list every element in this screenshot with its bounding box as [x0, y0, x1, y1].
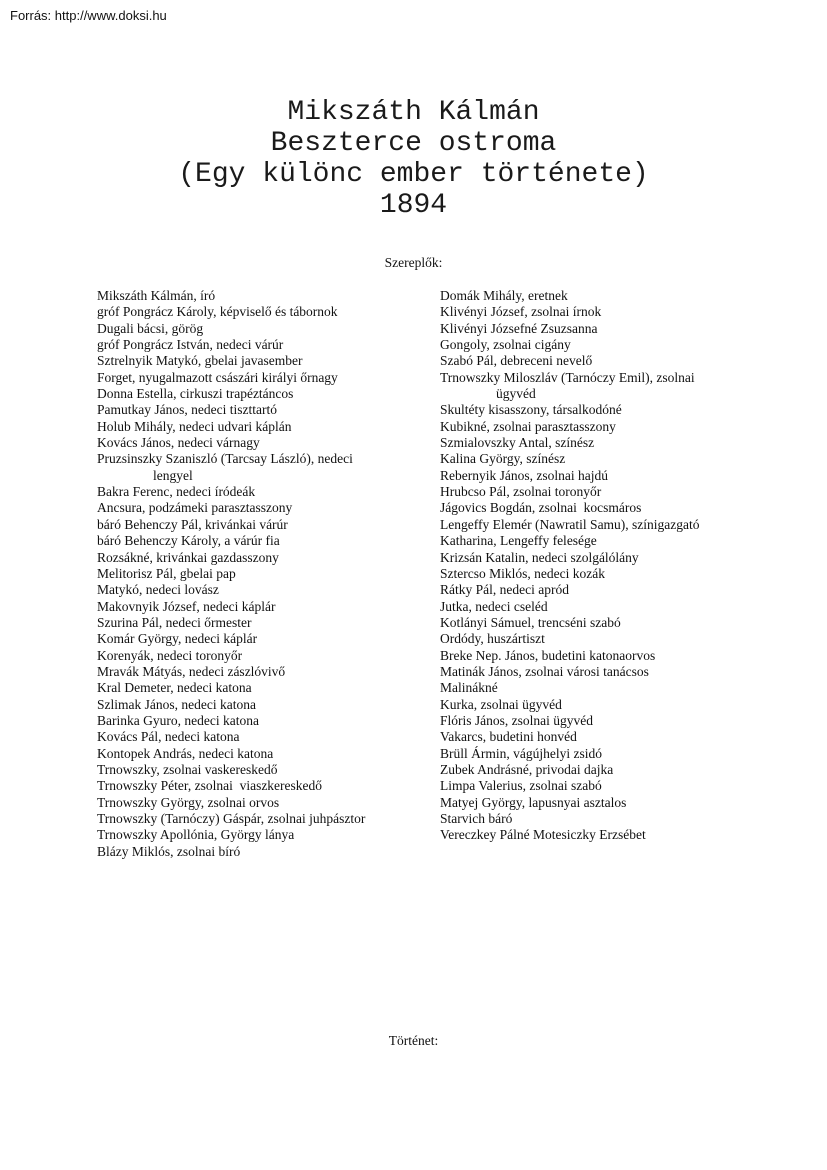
- character-line: ügyvéd: [496, 386, 536, 402]
- character-line: Kovács Pál, nedeci katona: [97, 729, 240, 745]
- character-line: Kurka, zsolnai ügyvéd: [440, 696, 562, 712]
- character-line: Bakra Ferenc, nedeci íródeák: [97, 484, 256, 500]
- character-line: Rozsákné, krivánkai gazdasszony: [97, 549, 279, 565]
- character-line: Sztrelnyik Matykó, gbelai javasember: [97, 353, 303, 369]
- title-line: 1894: [379, 190, 448, 221]
- character-line: Makovnyik József, nedeci káplár: [97, 598, 276, 614]
- character-line: Matyej György, lapusnyai asztalos: [440, 794, 627, 810]
- character-line: Matinák János, zsolnai városi tanácsos: [440, 663, 649, 679]
- character-line: Sztercso Miklós, nedeci kozák: [440, 565, 605, 581]
- character-line: Domák Mihály, eretnek: [440, 288, 568, 303]
- character-line: Trnowszky Miloszláv (Tarnóczy Emil), zsolnai: [440, 369, 695, 385]
- character-line: Krizsán Katalin, nedeci szolgálólány: [440, 549, 639, 565]
- character-line: báró Behenczy Károly, a várúr fia: [97, 533, 280, 549]
- character-line: báró Behenczy Pál, krivánkai várúr: [97, 516, 288, 532]
- character-line: Hrubcso Pál, zsolnai toronyőr: [440, 484, 602, 500]
- title-line: Mikszáth Kálmán: [287, 97, 540, 128]
- character-line: Ordódy, huszártiszt: [440, 631, 545, 647]
- character-line: Trnowszky György, zsolnai orvos: [97, 794, 280, 810]
- character-line: Barinka Gyuro, nedeci katona: [97, 712, 259, 728]
- title-line: (Egy különc ember története): [178, 159, 649, 190]
- character-line: Trnowszky, zsolnai vaskereskedő: [97, 761, 278, 777]
- title-line: Beszterce ostroma: [270, 128, 557, 159]
- character-line: Ancsura, podzámeki parasztasszony: [97, 500, 293, 516]
- character-line: Zubek Andrásné, privodai dajka: [440, 761, 614, 777]
- character-line: Donna Estella, cirkuszi trapéztáncos: [97, 386, 294, 402]
- character-line: Pamutkay János, nedeci tiszttartó: [97, 402, 277, 418]
- character-line: Breke Nep. János, budetini katonaorvos: [440, 647, 656, 663]
- character-line: Blázy Miklós, zsolnai bíró: [97, 843, 241, 859]
- characters-left-column: [97, 288, 437, 860]
- character-line: Trnowszky Péter, zsolnai viaszkereskedő: [97, 778, 323, 794]
- character-line: Komár György, nedeci káplár: [97, 631, 258, 647]
- character-line: Vakarcs, budetini honvéd: [440, 729, 577, 745]
- character-line: Kotlányi Sámuel, trencséni szabó: [440, 614, 621, 630]
- character-line: Szurina Pál, nedeci őrmester: [97, 614, 252, 630]
- character-line: Kubikné, zsolnai parasztasszony: [440, 418, 616, 434]
- character-line: Starvich báró: [440, 811, 513, 826]
- character-line: Lengeffy Elemér (Nawratil Samu), színigazgató: [440, 516, 700, 532]
- character-line: Jágovics Bogdán, zsolnai kocsmáros: [440, 500, 642, 516]
- character-line: Kral Demeter, nedeci katona: [97, 680, 252, 696]
- characters-right-column: [440, 288, 800, 844]
- character-line: Dugali bácsi, görög: [97, 320, 204, 336]
- character-line: Szabó Pál, debreceni nevelő: [440, 353, 593, 369]
- character-line: Klivényi Józsefné Zsuzsanna: [440, 320, 598, 336]
- character-line: Mikszáth Kálmán, író: [97, 288, 216, 303]
- character-line: Limpa Valerius, zsolnai szabó: [440, 778, 602, 794]
- character-line: gróf Pongrácz Károly, képviselő és tábornok: [97, 304, 338, 320]
- character-line: Jutka, nedeci cseléd: [440, 598, 548, 614]
- character-line: Holub Mihály, nedeci udvari káplán: [97, 418, 292, 434]
- character-line: Trnowszky Apollónia, György lánya: [97, 827, 295, 843]
- document-title: [0, 97, 827, 221]
- character-line: Kalina György, színész: [440, 451, 566, 467]
- character-line: lengyel: [153, 467, 193, 483]
- character-line: Skultéty kisasszony, társalkodóné: [440, 402, 622, 418]
- character-line: Kovács János, nedeci várnagy: [97, 435, 260, 451]
- character-line: Katharina, Lengeffy felesége: [440, 533, 597, 549]
- character-line: Trnowszky (Tarnóczy) Gáspár, zsolnai juhpásztor: [97, 811, 366, 826]
- character-line: Pruzsinszky Szaniszló (Tarcsay László), nedeci: [97, 451, 353, 467]
- character-line: Mravák Mátyás, nedeci zászlóvivő: [97, 663, 286, 679]
- source-url-line: Forrás: http://www.doksi.hu: [10, 8, 167, 23]
- character-line: Kontopek András, nedeci katona: [97, 745, 274, 761]
- character-line: Melitorisz Pál, gbelai pap: [97, 565, 236, 581]
- character-line: Rátky Pál, nedeci apród: [440, 582, 569, 598]
- character-line: Szmialovszky Antal, színész: [440, 435, 595, 451]
- character-line: Flóris János, zsolnai ügyvéd: [440, 712, 593, 728]
- character-line: Vereczkey Pálné Motesiczky Erzsébet: [440, 827, 646, 843]
- character-line: Korenyák, nedeci toronyőr: [97, 647, 243, 663]
- character-line: Matykó, nedeci lovász: [97, 582, 219, 598]
- character-line: Klivényi József, zsolnai írnok: [440, 304, 602, 320]
- character-line: gróf Pongrácz István, nedeci várúr: [97, 337, 284, 353]
- character-line: Gongoly, zsolnai cigány: [440, 337, 571, 353]
- character-line: Szlimak János, nedeci katona: [97, 696, 256, 712]
- story-heading: Történet:: [388, 1033, 439, 1048]
- character-line: Forget, nyugalmazott császári királyi őrnagy: [97, 369, 338, 385]
- character-line: Rebernyik János, zsolnai hajdú: [440, 467, 608, 483]
- character-line: Brüll Ármin, vágújhelyi zsidó: [440, 745, 602, 761]
- character-line: Malinákné: [440, 680, 498, 696]
- characters-heading: Szereplők:: [384, 255, 443, 270]
